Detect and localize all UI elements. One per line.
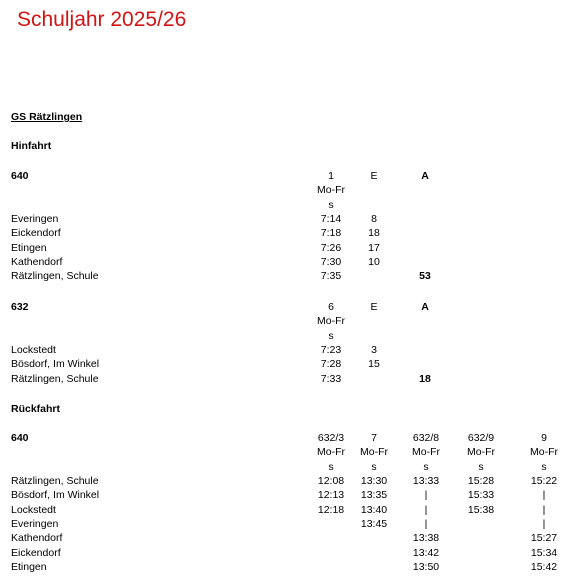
column-header: s	[371, 460, 377, 473]
stop-name: Rätzlingen, Schule	[11, 270, 99, 283]
stop-name: Lockstedt	[11, 343, 56, 356]
stop-name: Eickendorf	[11, 546, 61, 559]
pass-through-marker: |	[542, 503, 546, 516]
departure-time: 7:14	[320, 212, 342, 225]
column-header: s	[423, 460, 429, 473]
departure-time: 13:50	[412, 560, 440, 573]
column-header: Mo-Fr	[467, 446, 495, 459]
section-heading-rueckfahrt: Rückfahrt	[11, 403, 61, 415]
column-header: s	[478, 460, 484, 473]
column-header: s	[328, 198, 334, 211]
column-header: Mo-Fr	[317, 184, 345, 197]
stop-name: Kathendorf	[11, 255, 63, 268]
entering-count: 8	[371, 212, 377, 225]
departure-time: 12:18	[317, 503, 345, 516]
pass-through-marker: |	[542, 489, 546, 502]
entering-count: 15	[368, 358, 380, 371]
departure-time: 7:35	[320, 270, 342, 283]
stop-name: Bösdorf, Im Winkel	[11, 358, 100, 371]
entering-count: 17	[368, 241, 380, 254]
departure-time: 13:35	[360, 489, 388, 502]
page-title: Schuljahr 2025/26	[17, 8, 187, 31]
departure-time: 15:34	[530, 546, 558, 559]
column-header: s	[328, 460, 334, 473]
column-header: Mo-Fr	[317, 446, 345, 459]
column-header: E	[370, 170, 378, 182]
stop-name: Kathendorf	[11, 532, 63, 545]
entering-count: 3	[371, 343, 377, 356]
departure-time: 15:38	[467, 503, 495, 516]
departure-time: 15:22	[530, 475, 558, 487]
line-number: 640	[11, 170, 29, 182]
stop-name: Rätzlingen, Schule	[11, 475, 99, 487]
column-header: 7	[371, 432, 377, 444]
line-number: 640	[11, 432, 29, 444]
column-header: 632/3	[317, 432, 345, 444]
entering-count: 18	[368, 227, 380, 240]
column-header: s	[328, 329, 334, 342]
pass-through-marker: |	[424, 517, 428, 530]
departure-time: 15:42	[530, 560, 558, 573]
departure-time: 15:27	[530, 532, 558, 545]
column-header: s	[541, 460, 547, 473]
departure-time: 13:42	[412, 546, 440, 559]
departure-time: 13:40	[360, 503, 388, 516]
column-header: Mo-Fr	[530, 446, 558, 459]
stop-name: Bösdorf, Im Winkel	[11, 489, 100, 502]
departure-time: 12:08	[317, 475, 345, 487]
column-header: 6	[328, 301, 334, 313]
departure-time: 12:13	[317, 489, 345, 502]
stop-name: Rätzlingen, Schule	[11, 372, 99, 385]
departure-time: 7:30	[320, 255, 342, 268]
stop-name: Everingen	[11, 212, 59, 225]
stop-name: Lockstedt	[11, 503, 56, 516]
departure-time: 13:30	[360, 475, 388, 487]
alighting-count: 18	[419, 372, 431, 385]
stop-name: Eickendorf	[11, 227, 61, 240]
section-heading-hinfahrt: Hinfahrt	[11, 140, 52, 152]
column-header: 632/9	[467, 432, 495, 444]
school-heading: GS Rätzlingen	[11, 111, 83, 123]
column-header: E	[370, 301, 378, 313]
column-header: A	[421, 170, 429, 182]
departure-time: 7:18	[320, 227, 342, 240]
departure-time: 13:38	[412, 532, 440, 545]
departure-time: 7:26	[320, 241, 342, 254]
column-header: A	[421, 301, 429, 313]
departure-time: 15:28	[467, 475, 495, 487]
column-header: 1	[328, 170, 334, 182]
departure-time: 13:33	[412, 475, 440, 487]
column-header: 632/8	[412, 432, 440, 444]
departure-time: 7:23	[320, 343, 342, 356]
alighting-count: 53	[419, 270, 431, 283]
stop-name: Etingen	[11, 241, 47, 254]
entering-count: 10	[368, 255, 380, 268]
line-number: 632	[11, 301, 29, 313]
pass-through-marker: |	[424, 503, 428, 516]
column-header: 9	[541, 432, 547, 444]
pass-through-marker: |	[542, 517, 546, 530]
column-header: Mo-Fr	[412, 446, 440, 459]
stop-name: Everingen	[11, 517, 59, 530]
column-header: Mo-Fr	[360, 446, 388, 459]
departure-time: 15:33	[467, 489, 495, 502]
departure-time: 7:33	[320, 372, 342, 385]
stop-name: Etingen	[11, 560, 47, 573]
pass-through-marker: |	[424, 489, 428, 502]
departure-time: 7:28	[320, 358, 342, 371]
column-header: Mo-Fr	[317, 315, 345, 328]
departure-time: 13:45	[360, 517, 388, 530]
